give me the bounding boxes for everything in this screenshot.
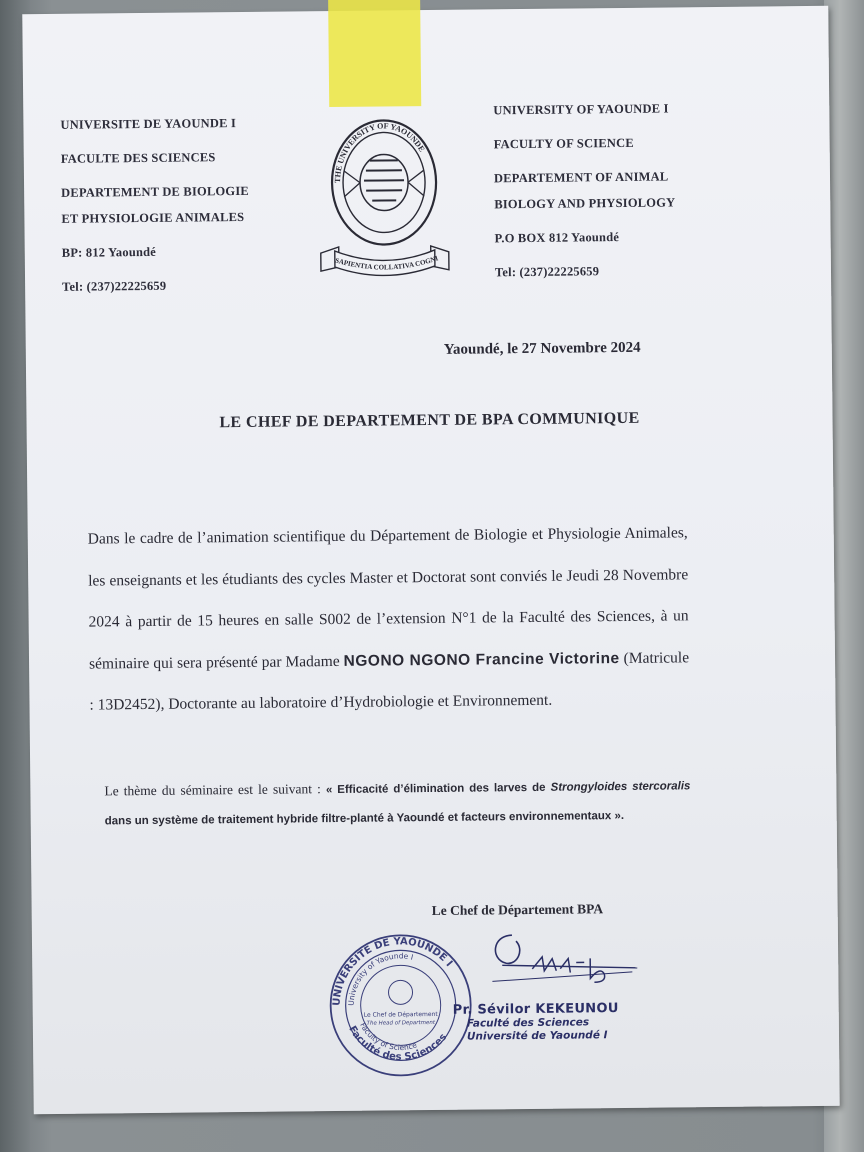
page-title: LE CHEF DE DEPARTEMENT DE BPA COMMUNIQUE [219, 409, 640, 432]
phone-en: Tel: (237)22225659 [494, 264, 600, 280]
university-seal [313, 110, 455, 281]
faculty-name-en: FACULTY OF SCIENCE [493, 135, 634, 152]
seal-emblem-icon [313, 110, 455, 281]
seal-ring-text: THE UNIVERSITY OF YAOUNDE [332, 121, 427, 184]
po-box-en: P.O BOX 812 Yaoundé [494, 230, 620, 246]
po-box-fr: BP: 812 Yaoundé [61, 244, 157, 260]
department-line1-en: DEPARTEMENT OF ANIMAL [493, 169, 669, 186]
signer-block [453, 1001, 619, 1044]
theme-intro: Le thème du séminaire est le suivant : [104, 781, 321, 799]
stamp-center-line2: The Head of Department [366, 1019, 436, 1027]
seminar-theme [104, 771, 691, 835]
date-line: Yaoundé, le 27 Novembre 2024 [443, 339, 641, 358]
stamp-inner-top: University of Yaounde I [346, 951, 415, 1006]
stamp-center-line1: Le Chef de Département [363, 1010, 438, 1019]
header-left [60, 110, 250, 300]
faculty-name-fr: FACULTE DES SCIENCES [60, 150, 216, 166]
department-line1-fr: DEPARTEMENT DE BIOLOGIE [61, 183, 249, 200]
signer-university: Université de Yaoundé I [466, 1029, 608, 1043]
signature-icon [472, 928, 653, 1000]
header-right [493, 95, 676, 285]
presenter-name: NGONO NGONO Francine Victorine [343, 649, 620, 670]
announcement-body [88, 512, 690, 726]
signer-faculty: Faculté des Sciences [466, 1016, 590, 1030]
university-name-fr: UNIVERSITE DE YAOUNDE I [60, 116, 237, 132]
department-line2-fr: ET PHYSIOLOGIE ANIMALES [61, 209, 245, 226]
notice-paper [22, 6, 839, 1114]
body-part2: (Matricule : 13D2452), Doctorante au laboratoire d’Hydrobiologie et Environnement. [89, 648, 690, 714]
seal-motto: SAPIENTIA COLLATIVA COGNITIO [334, 254, 440, 272]
signer-name: Pr. Sévilor KEKEUNOU [452, 1001, 619, 1018]
theme-species: Strongyloides stercoralis [550, 780, 691, 794]
university-name-en: UNIVERSITY OF YAOUNDE I [493, 101, 669, 118]
stamp-outer-bottom: Faculté des Sciences [346, 1024, 450, 1063]
yellow-tape [328, 0, 421, 107]
signer-title: Le Chef de Département BPA [431, 901, 604, 919]
body-part1: Dans le cadre de l’animation scientifique du Département de Biologie et Physiologie Animales, les enseignants et les étudiants des cycles Master et Doctorat sont conviés le Jeudi 28 Novembre 2024 à partir de 15 heures en salle S002 de l’extension N°1 de la Faculté des Sciences, à un séminaire qui sera présenté par Madame [87, 524, 689, 673]
phone-fr: Tel: (237)22225659 [62, 278, 167, 294]
department-line2-en: BIOLOGY AND PHYSIOLOGY [494, 195, 676, 212]
stamp-inner-bottom: Faculty of Science [358, 1021, 419, 1053]
handwritten-signature [472, 928, 653, 1000]
theme-quote-open: « Efficacité d’élimination des larves de [325, 781, 546, 797]
stamp-outer-top: UNIVERSITE DE YAOUNDE I [331, 936, 455, 1007]
theme-quote-rest: dans un système de traitement hybride filtre-planté à Yaoundé et facteurs environnementaux ». [104, 809, 625, 828]
